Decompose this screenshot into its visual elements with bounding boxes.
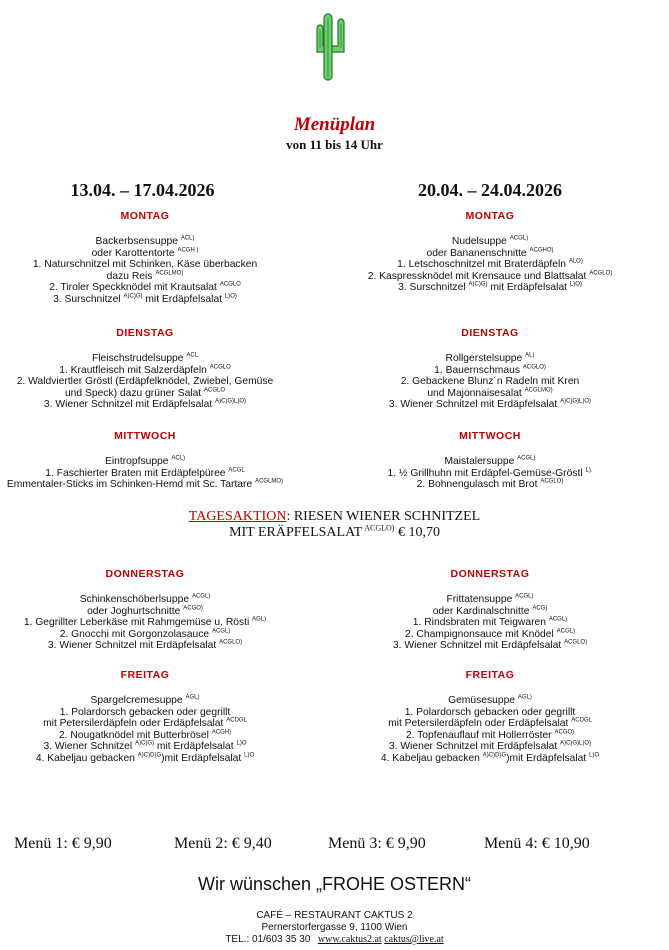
allergen-codes: ACGL)	[517, 455, 536, 462]
allergen-codes: ALO)	[568, 258, 583, 265]
website-link[interactable]: www.caktus2.at	[317, 934, 382, 945]
menu-line	[345, 365, 635, 377]
menu-line	[0, 468, 290, 480]
menu-line	[0, 365, 290, 377]
menu-line	[0, 718, 290, 730]
menu-line	[345, 707, 635, 719]
dish-text: 3. Wiener Schnitzel mit Erdäpfelsalat	[388, 741, 558, 752]
cactus-icon	[310, 8, 346, 84]
dish-text: 2. Gnocchi mit Gorgonzolasauce	[59, 628, 210, 640]
allergen-codes: A)C)G)L)O)	[560, 740, 592, 747]
day-block-mittwoch	[345, 430, 635, 491]
page-title: Menüplan	[293, 114, 376, 135]
allergen-codes: L).	[585, 467, 593, 474]
menu-line	[345, 730, 635, 742]
menu-line	[0, 388, 290, 400]
day-block-montag	[0, 210, 290, 305]
dish-text: 1. Rindsbraten mit Teigwaren	[412, 617, 546, 628]
allergen-codes: ACL)	[171, 455, 186, 462]
restaurant-address: Pernerstorfergasse 9, 1100 Wien	[261, 922, 408, 933]
day-heading: DIENSTAG	[461, 327, 519, 339]
dish-text: Nudelsuppe	[451, 236, 507, 247]
menu-line	[345, 271, 635, 283]
restaurant-name: CAFÉ – RESTAURANT CAKTUS 2	[256, 910, 413, 921]
allergen-codes: A)C)G)	[123, 293, 143, 300]
week-range-1: 13.04. – 17.04.2026	[70, 180, 215, 200]
menu-price-2: Menü 2: € 9,40	[174, 835, 272, 852]
allergen-codes: ACGH)	[211, 729, 232, 736]
dish-text: 1. Bauernschmaus	[434, 364, 520, 376]
menu-line	[0, 617, 290, 629]
allergen-codes: ACGLMO)	[524, 387, 553, 394]
day-heading: MITTWOCH	[114, 430, 176, 442]
allergen-codes: ACDGL	[226, 717, 247, 724]
day-block-dienstag	[0, 327, 290, 411]
email-link[interactable]: caktus@live.at	[384, 934, 444, 945]
menu-line	[345, 629, 635, 641]
dish-text: und Speck) dazu grüner Salat	[64, 387, 202, 399]
day-block-montag	[345, 210, 635, 294]
day-heading: MITTWOCH	[459, 430, 521, 442]
allergen-codes: ACL	[186, 352, 199, 359]
dish-text: 2. Topfenauflauf mit Hollerröster	[405, 729, 552, 741]
day-block-freitag	[0, 669, 290, 764]
dish-text: 1. Polardorsch gebacken oder gegrillt	[59, 706, 231, 718]
dish-text: oder Kardinalschnitte	[432, 605, 530, 617]
day-heading: MONTAG	[120, 210, 170, 222]
allergen-codes: L)O)	[569, 281, 582, 288]
menu-line	[0, 707, 290, 719]
dish-text: 1. Faschierter Braten mit Erdäpfelpüree	[45, 467, 226, 479]
dish-text: Schinkenschöberlsuppe	[79, 594, 190, 605]
menu-line	[0, 695, 290, 707]
dish-text: 3. Wiener Schnitzel mit Erdäpfelsalat	[392, 640, 562, 651]
allergen-codes: ACGL	[228, 467, 245, 474]
menu-line	[345, 282, 635, 294]
menu-line	[0, 399, 290, 411]
dish-text: Backerbsensuppe	[95, 236, 178, 247]
menu-price-4: Menü 4: € 10,90	[484, 835, 590, 852]
dish-text: 4. Kabeljau gebacken	[380, 752, 480, 764]
dish-text: 2. Kaspressknödel mit Krensauce und Blattsalat	[367, 270, 587, 282]
menu-line	[345, 479, 635, 491]
menu-line	[0, 376, 290, 388]
allergen-codes: L)O	[589, 752, 600, 759]
dish-text: mit Erdäpfelsalat	[487, 282, 568, 293]
dish-text: 3. Wiener Schnitzel mit Erdäpfelsalat	[388, 399, 558, 410]
allergen-codes: ACGLMO)	[255, 478, 284, 485]
allergen-codes: ACGLO	[209, 364, 231, 371]
allergen-codes: ACGLO)	[589, 270, 613, 277]
day-block-donnerstag	[0, 568, 290, 652]
dish-text: mit Erdäpfelsalat	[154, 741, 234, 752]
allergen-codes: ACGL)	[191, 593, 211, 600]
menu-line	[345, 695, 635, 707]
allergen-codes: AGL)	[252, 616, 267, 623]
menu-price-1: Menü 1: € 9,90	[14, 835, 112, 852]
day-heading: DONNERSTAG	[450, 568, 530, 580]
day-heading: FREITAG	[465, 669, 515, 681]
dish-text: mit Erdäpfelsalat	[142, 293, 223, 305]
allergen-codes: ACGL)	[548, 616, 568, 623]
dish-text: 2. Nougatknödel mit Butterbrösel	[58, 729, 209, 741]
dish-text: 3. Surschnitzel	[398, 282, 466, 293]
menu-line	[0, 730, 290, 742]
day-heading: MONTAG	[465, 210, 515, 222]
allergen-codes: A)C)G)	[135, 740, 155, 747]
menu-line	[0, 606, 290, 618]
dish-text: Eintropfsuppe	[104, 456, 169, 467]
dish-text: 2. Bohnengulasch mit Brot	[416, 479, 538, 490]
allergen-codes: ACGLMO)	[155, 270, 184, 277]
dish-text: dazu Reis	[106, 270, 153, 282]
dish-text: 2. Gebackene Blunz´n Radeln mit Kren	[400, 376, 580, 387]
allergen-codes: ACGL)	[515, 593, 534, 600]
dish-text: 1. Naturschnitzel mit Schinken, Käse überbacken	[32, 259, 258, 270]
dish-text: Emmentaler-Sticks im Schinken-Hemd mit Sc. Tartare	[6, 479, 253, 490]
menu-line	[0, 236, 290, 248]
dish-text: 3. Wiener Schnitzel	[43, 741, 133, 752]
menu-line	[345, 718, 635, 730]
tagesaktion-label: TAGESAKTION	[188, 509, 287, 524]
menu-line	[0, 248, 290, 260]
allergen-codes: L)O	[236, 740, 247, 747]
allergen-codes: ACGH )	[177, 247, 199, 254]
day-block-donnerstag	[345, 568, 635, 652]
dish-text: 2. Champignonsauce mit Knödel	[404, 628, 554, 640]
menu-line	[0, 594, 290, 606]
allergen-codes: A)C)D)G	[482, 752, 507, 759]
allergen-codes: ACGLO)	[522, 364, 546, 371]
day-block-mittwoch	[0, 430, 290, 491]
dish-text: Gemüsesuppe	[448, 695, 516, 706]
dish-text: 3. Surschnitzel	[53, 293, 121, 305]
allergen-codes: A)C)G)L)O)	[560, 398, 592, 405]
allergen-codes: ACGL)	[211, 628, 231, 635]
menu-line	[345, 640, 635, 652]
dish-text: 1. Krautfleisch mit Salzerdäpfeln	[59, 364, 207, 376]
menu-line	[345, 606, 635, 618]
menu-line	[345, 456, 635, 468]
allergen-codes: A)C)D)G	[137, 752, 162, 759]
allergen-codes: ACL)	[180, 235, 195, 242]
allergen-codes: AGL)	[185, 694, 200, 701]
menu-line	[0, 282, 290, 294]
dish-text: 2. Tiroler Speckknödel mit Krautsalat	[49, 282, 217, 293]
day-block-freitag	[345, 669, 635, 764]
allergen-codes: L)O)	[224, 293, 237, 300]
tagesaktion-text: : RIESEN WIENER SCHNITZEL	[286, 509, 481, 524]
menu-line	[0, 479, 290, 491]
dish-text: oder Bananenschnitte	[426, 247, 527, 259]
dish-text: 4. Kabeljau gebacken	[35, 752, 135, 764]
menu-line	[345, 617, 635, 629]
day-heading: DIENSTAG	[116, 327, 174, 339]
menu-price-3: Menü 3: € 9,90	[328, 835, 426, 852]
dish-text: 1. Letschoschnitzel mit Braterdäpfeln	[397, 259, 566, 270]
dish-text: 1. Gegrillter Leberkäse mit Rahmgemüse u. Rösti	[23, 617, 250, 628]
menu-line	[0, 294, 290, 306]
menu-line	[0, 753, 290, 765]
allergen-codes: A)C)G)L)O)	[215, 398, 247, 405]
dish-text: )mit Erdäpfelsalat	[506, 752, 587, 764]
menu-line	[345, 594, 635, 606]
tagesaktion-allergens: ACGLO)	[364, 523, 395, 533]
menu-line	[345, 376, 635, 388]
dish-text: Fleischstrudelsuppe	[91, 353, 184, 364]
allergen-codes: ACGO)	[554, 729, 575, 736]
allergen-codes: AL)	[525, 352, 535, 359]
allergen-codes: ACGLO	[204, 387, 226, 394]
allergen-codes: ACDGL	[571, 717, 592, 724]
easter-greeting: Wir wünschen „FROHE OSTERN“	[197, 874, 472, 894]
dish-text: oder Joghurtschnitte	[87, 605, 181, 617]
menu-line	[345, 259, 635, 271]
allergen-codes: A)C)G)	[468, 281, 488, 288]
menu-line	[345, 353, 635, 365]
allergen-codes: ACGLO)	[540, 478, 564, 485]
allergen-codes: ACGLO	[219, 281, 241, 288]
dish-text: mit Petersilerdäpfeln oder Erdäpfelsalat	[388, 718, 569, 729]
week-range-2: 20.04. – 24.04.2026	[418, 180, 562, 200]
dish-text: oder Karottentorte	[91, 247, 175, 259]
dish-text: 2. Waldviertler Gröstl (Erdäpfelknödel, Zwiebel, Gemüse	[16, 376, 274, 387]
menu-line	[0, 640, 290, 652]
allergen-codes: ACGLO)	[564, 639, 588, 646]
contact-line	[0, 934, 669, 946]
menu-line	[0, 259, 290, 271]
menu-line	[345, 388, 635, 400]
menu-line	[345, 753, 635, 765]
menu-line	[345, 399, 635, 411]
menu-line	[345, 468, 635, 480]
day-heading: DONNERSTAG	[105, 568, 185, 580]
dish-text: und Majonnaisesalat	[427, 387, 522, 399]
allergen-codes: ACGHO)	[529, 247, 554, 254]
day-block-dienstag	[345, 327, 635, 411]
dish-text: Rollgerstelsuppe	[445, 353, 523, 364]
menu-line	[0, 353, 290, 365]
phone: TEL.: 01/603 35 30	[225, 934, 311, 945]
menu-line	[0, 271, 290, 283]
tagesaktion-line-2: MIT ERÄPFELSALAT $^{ACGLO)}$ € 10,70	[229, 523, 440, 540]
menu-line	[0, 456, 290, 468]
dish-text: )mit Erdäpfelsalat	[161, 752, 242, 764]
allergen-codes: ACGO)	[183, 605, 203, 612]
menu-line	[0, 741, 290, 753]
dish-text: 1. ½ Grillhuhn mit Erdäpfel-Gemüse-Gröstl	[387, 467, 583, 479]
tagesaktion-line-1	[0, 509, 669, 525]
dish-text: Maistalersuppe	[444, 456, 515, 467]
dish-text: Spargelcremesuppe	[90, 695, 183, 706]
menu-line	[0, 629, 290, 641]
allergen-codes: L)O	[244, 752, 255, 759]
dish-text: 1. Polardorsch gebacken oder gegrillt	[404, 706, 576, 718]
menu-line	[345, 248, 635, 260]
allergen-codes: ACGLO)	[219, 639, 243, 646]
menu-line	[345, 236, 635, 248]
dish-text: Frittatensuppe	[446, 594, 513, 605]
opening-hours: von 11 bis 14 Uhr	[286, 137, 383, 152]
dish-text: 3. Wiener Schnitzel mit Erdäpfelsalat	[43, 399, 213, 410]
dish-text: 3. Wiener Schnitzel mit Erdäpfelsalat	[47, 640, 217, 651]
day-heading: FREITAG	[120, 669, 170, 681]
dish-text: mit Petersilerdäpfeln oder Erdäpfelsalat	[43, 718, 224, 729]
menu-line	[345, 741, 635, 753]
allergen-codes: ACGL)	[556, 628, 576, 635]
tagesaktion-price: € 10,70	[397, 525, 440, 540]
allergen-codes: ACGL)	[509, 235, 529, 242]
allergen-codes: ACG)	[532, 605, 548, 612]
allergen-codes: AGL)	[517, 694, 532, 701]
